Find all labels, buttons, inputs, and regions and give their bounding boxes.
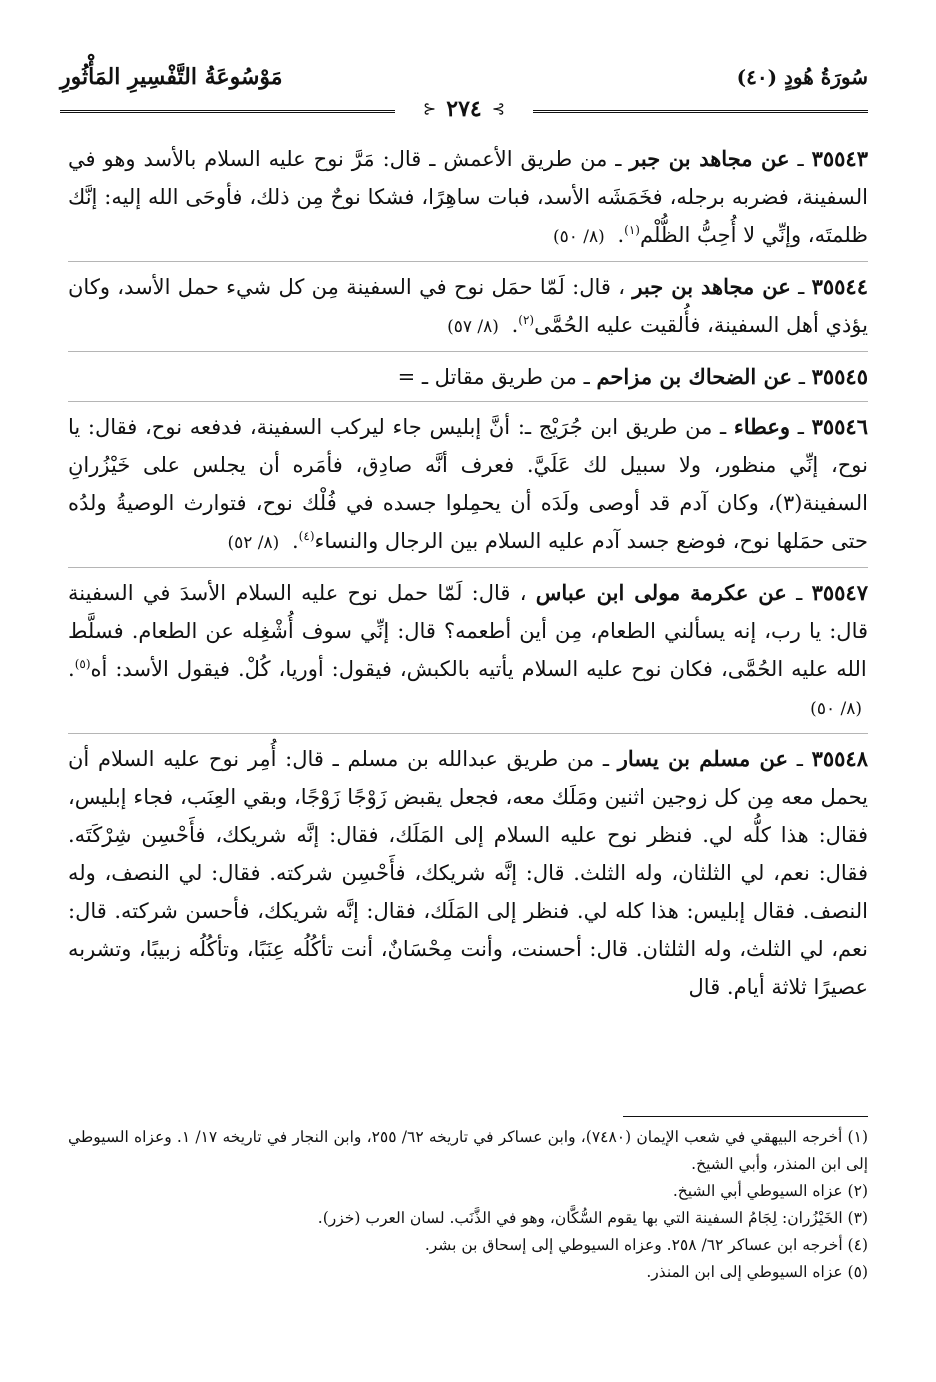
page-number-box (395, 94, 533, 124)
book-title: مَوْسُوعَةُ التَّفْسِيرِ المَأْثُورِ (60, 64, 283, 90)
entry-text: ، قال: لَمّا حمَل نوح في السفينة مِن كل شيء حمل الأسد، وكان يؤذي أهل السفينة، فأُلقيت عليه الحُمَّى (68, 275, 868, 337)
entry-text: ـ من طريق مقاتل ـ = (397, 365, 590, 389)
surah-label: سُورَةُ هُودٍ (٤٠) (736, 65, 868, 89)
header-rule-right (533, 110, 868, 113)
footnote: (٤) أخرجه ابن عساكر ٦٢/ ٢٥٨. وعزاه السيوطي إلى إسحاق بن بشر. (424, 1236, 868, 1254)
entry-narrator: وعطاء (733, 414, 791, 439)
entry-divider (68, 351, 868, 352)
entry-divider (68, 401, 868, 402)
footnotes (68, 1124, 868, 1286)
entry-narrator: عن الضحاك بن مزاحم (596, 364, 793, 389)
hadith-entry: ٣٥٥٤٤ ـ عن مجاهد بن جبر ، قال: لَمّا حمَل نوح في السفينة مِن كل شيء حمل الأسد، وكان يؤذي أهل السفينة، فأُلقيت عليه الحُمَّى$^{(٢)}$. (٨/ ٥٧) (68, 274, 868, 337)
page-header (60, 62, 868, 132)
entry-reference: (٨/ ٥٢) (227, 533, 280, 553)
entry-number: ٣٥٥٤٥ (811, 364, 868, 389)
entry-narrator: عن عكرمة مولى ابن عباس (535, 580, 787, 605)
entry-number: ٣٥٥٤٨ (811, 746, 868, 771)
entry-reference: (٨/ ٥٠) (552, 227, 605, 247)
footnote-marker: (٤) (298, 529, 315, 543)
entry-narrator: عن مجاهد بن جبر (632, 274, 791, 299)
entry-divider (68, 567, 868, 568)
footnote-rule (623, 1116, 868, 1117)
entry-number: ٣٥٥٤٤ (811, 274, 868, 299)
footnote: (١) أخرجه البيهقي في شعب الإيمان (٧٤٨٠)، وابن عساكر في تاريخه ٦٢/ ٢٥٥، وابن النجار في تاريخه ١٧/ ١. وعزاه السيوطي إلى ابن المنذر، وأبي الشيخ. (68, 1128, 868, 1173)
entry-divider (68, 261, 868, 262)
entry-reference: (٨/ ٥٠) (810, 699, 862, 719)
entry-text: ـ من طريق الأعمش ـ قال: مَرَّ نوح عليه السلام بالأسد وهو في السفينة، فضربه برجله، فخَمَشَه الأسد، فبات ساهِرًا، فشكا نوحٌ مِن ذلك، فأوحَى الله إليه: إنَّك ظلمتَه، وإنِّي لا أُحِبُّ الظُّلْم (68, 147, 868, 247)
entry-narrator: عن مسلم بن يسار (617, 746, 789, 771)
entry-number: ٣٥٥٤٦ (811, 414, 868, 439)
footnote-marker: (٥) (74, 657, 91, 671)
page-number: ٢٧٤ (446, 96, 482, 122)
footnote-marker: (٢) (518, 313, 535, 327)
ornament-icon: ⊰ (422, 99, 437, 118)
entry-text: ـ من طريق عبدالله بن مسلم ـ قال: أُمِر نوح عليه السلام أن يحمل معه مِن كل زوجين اثنين ومَلَك معه، فجعل يقبض زَوْجًا زَوْجًا، وبقي العِنَب، فجاء إبليس، فقال: هذا كلُّه لي. فنظر نوح عليه السلام إلى المَلَك، فقال: إنَّه شريكك، فأَحْسِن شِرْكَتَه. فقال: نعم، لي الثلثان، وله الثلث. قال: إنَّه شريكك، فأَحْسِن شركته. فقال: لي النصف، وله النصف. فقال إبليس: هذا كله لي. فنظر إلى المَلَك، فقال: إنَّه شريكك، فأحسن شركته. قال: نعم، لي الثلث، وله الثلثان. قال: أحسنت، وأنت مِحْسَانٌ، أنت تأكُلُه عِنَبًا، وتأكُلُه زبيبًا، وتشربه عصيرًا ثلاثة أيام. قال (68, 747, 868, 999)
footnote: (٣) الخَيْزُران: لِجَامُ السفينة التي بها يقوم السُّكَّان، وهو في الذَّنَب. لسان العرب (خزر). (317, 1209, 868, 1227)
hadith-entry: ٣٥٥٤٦ ـ وعطاء ـ من طريق ابن جُرَيْج ـ: أنَّ إبليس جاء ليركب السفينة، فدفعه نوح، فقال: يا نوح، إنِّي منظور، ولا سبيل لك عَلَيَّ. فعرف أنَّه صادِق، فأمَره أن يجلس على خَيْزُرانِ السفينة(٣)، وكان آدم قد أوصى ولَدَه أن يحمِلوا جسده في فُلْك نوح، فتوارث الوصيةُ ولدُه حتى حمَلها نوح، فوضع جسد آدم عليه السلام بين الرجال والنساء$^{(٤)}$. (٨/ ٥٢) (68, 414, 868, 553)
footnote: (٢) عزاه السيوطي أبي الشيخ. (672, 1182, 868, 1200)
hadith-entry: ٣٥٥٤٨ ـ عن مسلم بن يسار ـ من طريق عبدالله بن مسلم ـ قال: أُمِر نوح عليه السلام أن يحمل معه مِن كل زوجين اثنين ومَلَك معه، فجعل يقبض زَوْجًا زَوْجًا، وبقي العِنَب، فجاء إبليس، فقال: هذا كلُّه لي. فنظر نوح عليه السلام إلى المَلَك، فقال: إنَّه شريكك، فأَحْسِن شِرْكَتَه. فقال: نعم، لي الثلثان، وله الثلث. قال: إنَّه شريكك، فأَحْسِن شركته. فقال: لي النصف، وله النصف. فقال إبليس: هذا كله لي. فنظر إلى المَلَك، فقال: إنَّه شريكك، فأحسن شركته. قال: نعم، لي الثلث، وله الثلثان. قال: أحسنت، وأنت مِحْسَانٌ، أنت تأكُلُه عِنَبًا، وتأكُلُه زبيبًا، وتشربه عصيرًا ثلاثة أيام. قال (68, 746, 868, 999)
entry-number: ٣٥٥٤٣ (811, 146, 868, 171)
footnote-marker: (١) (624, 223, 640, 237)
header-rule (60, 94, 868, 124)
hadith-entry: ٣٥٥٤٣ ـ عن مجاهد بن جبر ـ من طريق الأعمش ـ قال: مَرَّ نوح عليه السلام بالأسد وهو في السفينة، فضربه برجله، فخَمَشَه الأسد، فبات ساهِرًا، فشكا نوحٌ مِن ذلك، فأوحَى الله إليه: إنَّك ظلمتَه، وإنِّي لا أُحِبُّ الظُّلْم$^{(١)}$. (٨/ ٥٠) (68, 146, 868, 247)
entry-text: ، قال: لَمّا حمل نوح عليه السلام الأسدَ في السفينة قال: يا رب، إنه يسألني الطعام، مِن أين أطعمه؟ قال: إنِّي سوف أُشْغِله عن الطعام. فسلَّط الله عليه الحُمَّى، فكان نوح عليه السلام يأتيه بالكبش، فيقول: أوريا، كُلْ. فيقول الأسد: أه (68, 581, 868, 681)
entry-divider (68, 733, 868, 734)
entry-number: ٣٥٥٤٧ (811, 580, 868, 605)
hadith-entry: ٣٥٥٤٥ ـ عن الضحاك بن مزاحم ـ من طريق مقاتل ـ = (397, 364, 868, 389)
hadith-entry: ٣٥٥٤٧ ـ عن عكرمة مولى ابن عباس ، قال: لَمّا حمل نوح عليه السلام الأسدَ في السفينة قال: يا رب، إنه يسألني الطعام، مِن أين أطعمه؟ قال: إنِّي سوف أُشْغِله عن الطعام. فسلَّط الله عليه الحُمَّى، فكان نوح عليه السلام يأتيه بالكبش، فيقول: أوريا، كُلْ. فيقول الأسد: أه$^{(٥)}$. (٨/ ٥٠) (68, 580, 868, 719)
entry-reference: (٨/ ٥٧) (447, 317, 499, 337)
header-rule-left (60, 110, 395, 113)
entry-text: ـ من طريق ابن جُرَيْج ـ: أنَّ إبليس جاء ليركب السفينة، فدفعه نوح، فقال: يا نوح، إنِّي منظور، ولا سبيل لك عَلَيَّ. فعرف أنَّه صادِق، فأمَره أن يجلس على خَيْزُرانِ السفينة(٣)، وكان آدم قد أوصى ولَدَه أن يحمِلوا جسده في فُلْك نوح، فتوارث الوصيةُ ولدُه حتى حمَلها نوح، فوضع جسد آدم عليه السلام بين الرجال والنساء (68, 415, 868, 553)
main-content (68, 140, 868, 1011)
footnote: (٥) عزاه السيوطي إلى ابن المنذر. (646, 1263, 868, 1281)
entry-narrator: عن مجاهد بن جبر (629, 146, 790, 171)
ornament-icon: ⊱ (491, 99, 506, 118)
